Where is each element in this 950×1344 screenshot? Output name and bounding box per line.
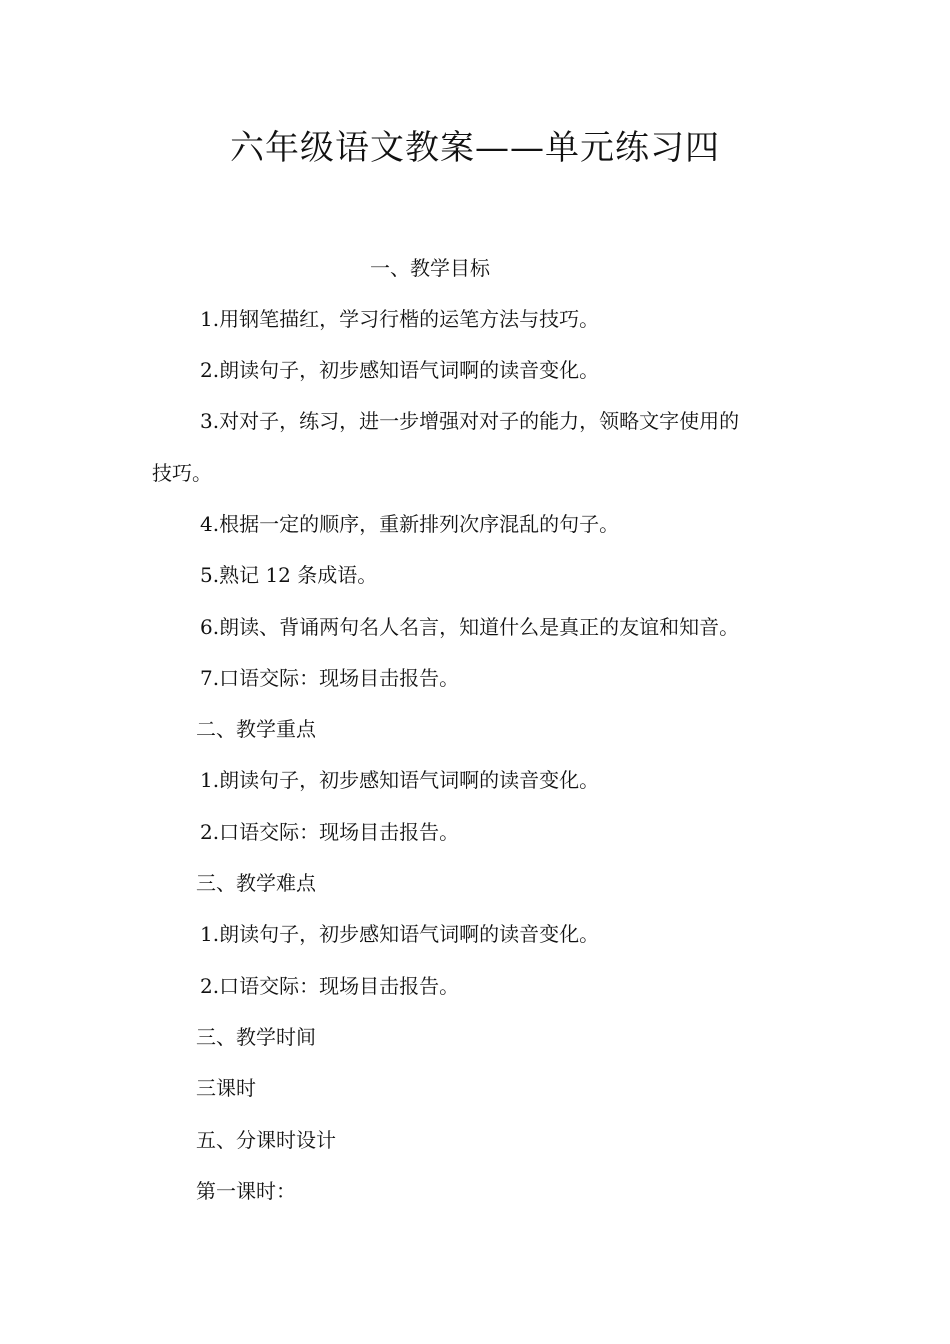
key-point-item: 1.朗读句子，初步感知语气词啊的读音变化。 (200, 768, 600, 792)
objective-item: 1.用钢笔描红，学习行楷的运笔方法与技巧。 (200, 307, 600, 331)
objective-item: 3.对对子，练习，进一步增强对对子的能力，领略文字使用的 (200, 409, 740, 433)
section-heading-key-points: 二、教学重点 (196, 717, 316, 741)
lesson-label: 第一课时： (196, 1179, 296, 1203)
objective-item: 2.朗读句子，初步感知语气词啊的读音变化。 (200, 358, 600, 382)
time-text: 三课时 (196, 1076, 256, 1100)
objective-item: 6.朗读、背诵两句名人名言，知道什么是真正的友谊和知音。 (200, 615, 740, 639)
key-point-item: 2.口语交际：现场目击报告。 (200, 820, 460, 844)
document-title: 六年级语文教案——单元练习四 (230, 128, 720, 168)
section-heading-lesson-design: 五、分课时设计 (196, 1128, 336, 1152)
objective-item: 5.熟记 12 条成语。 (200, 563, 378, 587)
objective-item: 4.根据一定的顺序，重新排列次序混乱的句子。 (200, 512, 620, 536)
objective-item: 7.口语交际：现场目击报告。 (200, 666, 460, 690)
difficulty-item: 1.朗读句子，初步感知语气词啊的读音变化。 (200, 922, 600, 946)
section-heading-time: 三、教学时间 (196, 1025, 316, 1049)
objective-item-continuation: 技巧。 (152, 461, 212, 485)
section-heading-objectives: 一、教学目标 (370, 256, 490, 280)
difficulty-item: 2.口语交际：现场目击报告。 (200, 974, 460, 998)
section-heading-difficulties: 三、教学难点 (196, 871, 316, 895)
